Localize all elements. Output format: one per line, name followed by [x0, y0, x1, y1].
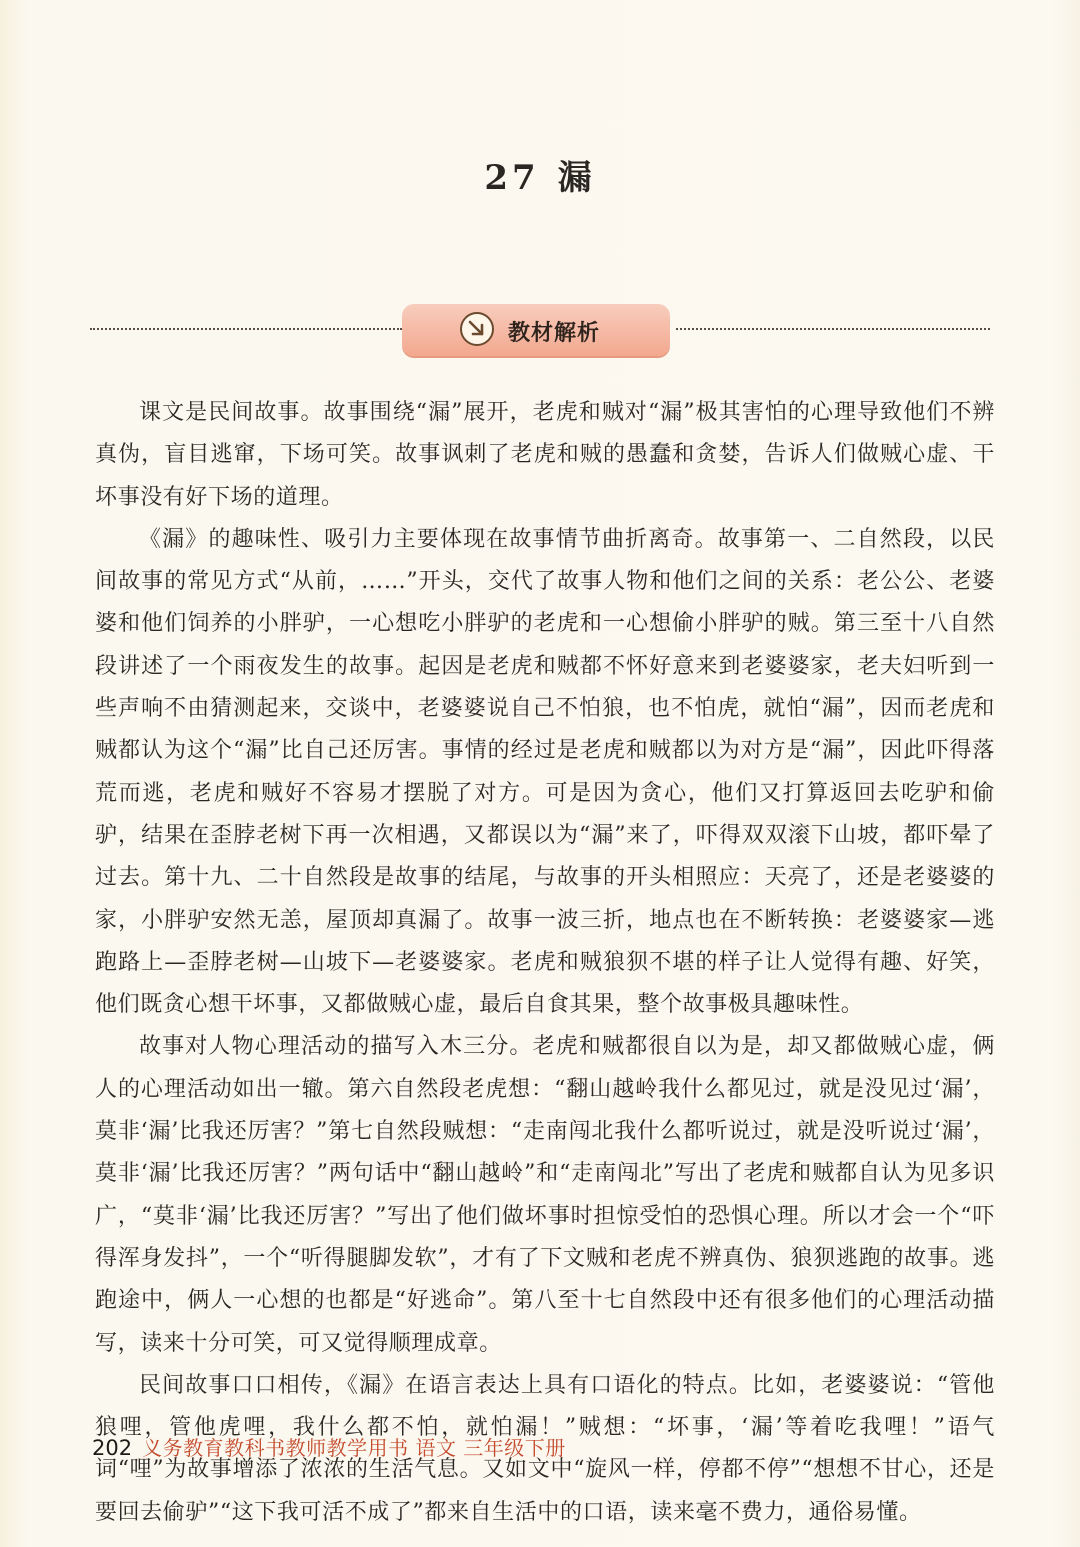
dotted-divider-right: [676, 328, 990, 330]
lesson-title: [0, 150, 1080, 199]
section-label: 教材解析: [508, 321, 601, 346]
book-title: 义务教育教科书教师教学用书 语文 三年级下册: [142, 1436, 566, 1460]
lesson-number: 27: [484, 158, 540, 198]
paragraph: 《漏》的趣味性、吸引力主要体现在故事情节曲折离奇。故事第一、二自然段，以民间故事的常见方式“从前，……”开头，交代了故事人物和他们之间的关系：老公公、老婆婆和他们饲养的小胖驴，一心想吃小胖驴的老虎和一心想偷小胖驴的贼。第三至十八自然段讲述了一个雨夜发生的故事。起因是老虎和贼都不怀好意来到老婆婆家，老夫妇听到一些声响不由猜测起来，交谈中，老婆婆说自己不怕狼，也不怕虎，就怕“漏”，因而老虎和贼都认为这个“漏”比自己还厉害。事情的经过是老虎和贼都以为对方是“漏”，因此吓得落荒而逃，老虎和贼好不容易才摆脱了对方。可是因为贪心，他们又打算返回去吃驴和偷驴，结果在歪脖老树下再一次相遇，又都误以为“漏”来了，吓得双双滚下山坡，都吓晕了过去。第十九、二十自然段是故事的结尾，与故事的开头相照应：天亮了，还是老婆婆的家，小胖驴安然无恙，屋顶却真漏了。故事一波三折，地点也在不断转换：老婆婆家—逃跑路上—歪脖老树—山坡下—老婆婆家。老虎和贼狼狈不堪的样子让人觉得有趣、好笑，他们既贪心想干坏事，又都做贼心虚，最后自食其果，整个故事极具趣味性。: [95, 526, 995, 1018]
section-badge: [402, 304, 670, 356]
paragraph: 民间故事口口相传，《漏》在语言表达上具有口语化的特点。比如，老婆婆说：“管他狼哩，管他虎哩，我什么都不怕，就怕漏！”贼想：“坏事，‘漏’等着吃我哩！”语气词“哩”为故事增添了浓浓的生活气息。又如文中“旋风一样，停都不停”“想想不甘心，还是要回去偷驴”“这下我可活不成了”都来自生活中的口语，读来毫不费力，通俗易懂。: [95, 1372, 995, 1525]
paragraph: 课文是民间故事。故事围绕“漏”展开，老虎和贼对“漏”极其害怕的心理导致他们不辨真伪，盲目逃窜，下场可笑。故事讽刺了老虎和贼的愚蠢和贪婪，告诉人们做贼心虚、干坏事没有好下场的道理。: [95, 400, 995, 510]
down-right-arrow-icon: [460, 312, 494, 346]
page-number: 202: [92, 1436, 133, 1460]
page-footer: [92, 1432, 566, 1461]
dotted-divider-left: [90, 328, 402, 330]
paragraph: 故事对人物心理活动的描写入木三分。老虎和贼都很自以为是，却又都做贼心虚，俩人的心理活动如出一辙。第六自然段老虎想：“翻山越岭我什么都见过，就是没见过‘漏’，莫非‘漏’比我还厉害？”第七自然段贼想：“走南闯北我什么都听说过，就是没听说过‘漏’，莫非‘漏’比我还厉害？”两句话中“翻山越岭”和“走南闯北”写出了老虎和贼都自认为见多识广，“莫非‘漏’比我还厉害？”写出了他们做坏事时担惊受怕的恐惧心理。所以才会一个“吓得浑身发抖”，一个“听得腿脚发软”，才有了下文贼和老虎不辨真伪、狼狈逃跑的故事。逃跑途中，俩人一心想的也都是“好逃命”。第八至十七自然段中还有很多他们的心理活动描写，读来十分可笑，可又觉得顺理成章。: [95, 1034, 995, 1356]
section-header: [90, 304, 990, 360]
lesson-name: 漏: [557, 158, 596, 198]
analysis-body: [95, 392, 995, 1534]
